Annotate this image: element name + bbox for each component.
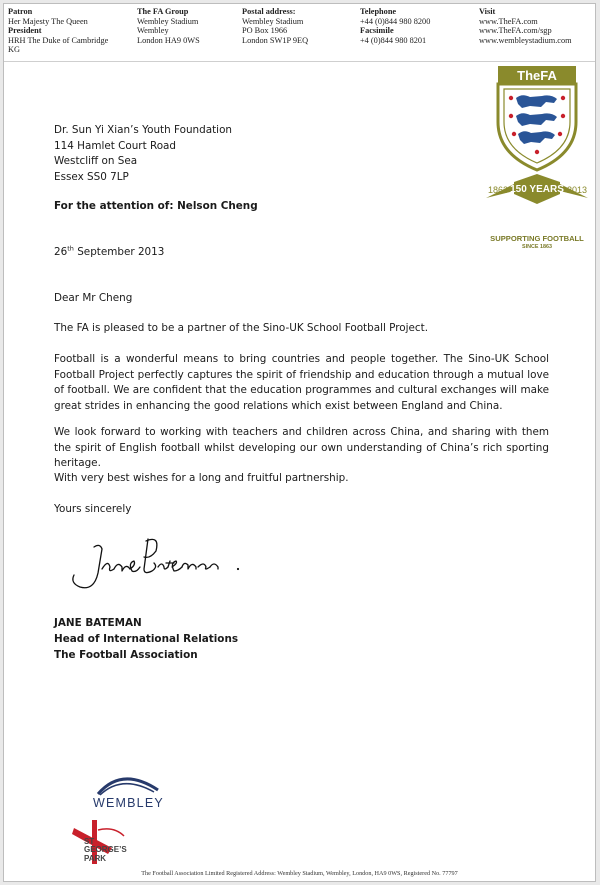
patron-value: Her Majesty The Queen	[8, 16, 88, 26]
body-paragraph: With very best wishes for a long and fruitful partnership.	[54, 472, 349, 484]
postal-line: PO Box 1966	[242, 26, 288, 36]
body-paragraph: Football is a wonderful means to bring countries and people together. The Sino-UK School Football Project perfectly captures the spirit of friendship and education through a mutual love of football. We are confident that the education programmes and cultural exchanges will make great strides in enhancing the good relations which exist between England and China.	[54, 353, 549, 412]
closing: Yours sincerely	[54, 503, 132, 515]
handwritten-signature	[64, 529, 264, 601]
signatory-organisation: The Football Association	[54, 649, 198, 661]
crest-year-right: 2013	[567, 185, 588, 195]
sgp-line: ST	[84, 837, 95, 846]
president-label: President	[8, 26, 42, 36]
attention-line: For the attention of: Nelson Cheng	[54, 200, 258, 212]
signatory-name: JANE BATEMAN	[54, 617, 142, 629]
sgp-line: PARK	[84, 853, 107, 863]
header-postal-column	[242, 7, 308, 45]
visit-link[interactable]: www.TheFA.com	[479, 16, 538, 26]
crest-year-left: 1863	[488, 185, 509, 195]
date-suffix: th	[67, 244, 74, 253]
address-line: Essex SS0 7LP	[54, 170, 129, 183]
group-line: Wembley	[137, 26, 169, 36]
visit-label: Visit	[479, 7, 496, 16]
sgp-line: GEORGE’S	[84, 845, 127, 855]
postal-label: Postal address:	[242, 7, 296, 16]
address-line: Dr. Sun Yi Xian’s Youth Foundation	[54, 124, 233, 136]
facsimile-value: +4 (0)844 980 8201	[360, 35, 427, 45]
postal-line: London SW1P 9EQ	[242, 35, 309, 45]
three-lions-shield-icon	[478, 62, 596, 212]
header-group-column	[137, 7, 200, 45]
fa-crest-logo	[478, 62, 596, 254]
date-day: 26	[54, 246, 68, 258]
header-contact-column	[360, 7, 430, 45]
group-line: Wembley Stadium	[137, 16, 199, 26]
telephone-value: +44 (0)844 980 8200	[360, 16, 431, 26]
facsimile-label: Facsimile	[360, 26, 394, 36]
st-georges-park-text	[84, 838, 127, 863]
visit-link[interactable]: www.wembleystadium.com	[479, 35, 572, 45]
president-value: HRH The Duke of Cambridge	[8, 35, 109, 45]
body-paragraph: We look forward to working with teachers and children across China, and sharing with them the spirit of English football whilst developing our own understanding of China’s rich sporting heritage.	[54, 426, 549, 470]
recipient-address	[54, 123, 232, 185]
wembley-logo-text: WEMBLEY	[93, 796, 164, 810]
crest-brand-text: TheFA	[517, 68, 557, 83]
letter-page	[3, 3, 596, 882]
crest-tagline: SUPPORTING FOOTBALL	[490, 234, 584, 243]
group-line: London HA9 0WS	[137, 35, 200, 45]
crest-years-text: 150 YEARS	[510, 184, 564, 195]
telephone-label: Telephone	[360, 7, 397, 16]
salutation: Dear Mr Cheng	[54, 292, 133, 304]
visit-link[interactable]: www.TheFA.com/sgp	[479, 26, 552, 36]
registered-address-footer: The Football Association Limited Registered Address: Wembley Stadium, Wembley, London, HA9 0WS, Registered No. 77797	[141, 870, 458, 877]
header-patron-column	[8, 7, 108, 55]
header-visit-column	[479, 7, 572, 45]
president-value-honour: KG	[8, 45, 20, 55]
group-label: The FA Group	[137, 7, 189, 16]
postal-line: Wembley Stadium	[242, 16, 304, 26]
signatory-title: Head of International Relations	[54, 633, 239, 645]
address-line: Westcliff on Sea	[54, 155, 138, 167]
letter-date	[54, 245, 164, 261]
body-paragraph: The FA is pleased to be a partner of the Sino-UK School Football Project.	[54, 322, 429, 334]
address-line: 114 Hamlet Court Road	[54, 139, 177, 152]
patron-label: Patron	[8, 7, 33, 16]
crest-since: SINCE 1863	[522, 244, 552, 250]
date-rest: September 2013	[73, 246, 165, 258]
